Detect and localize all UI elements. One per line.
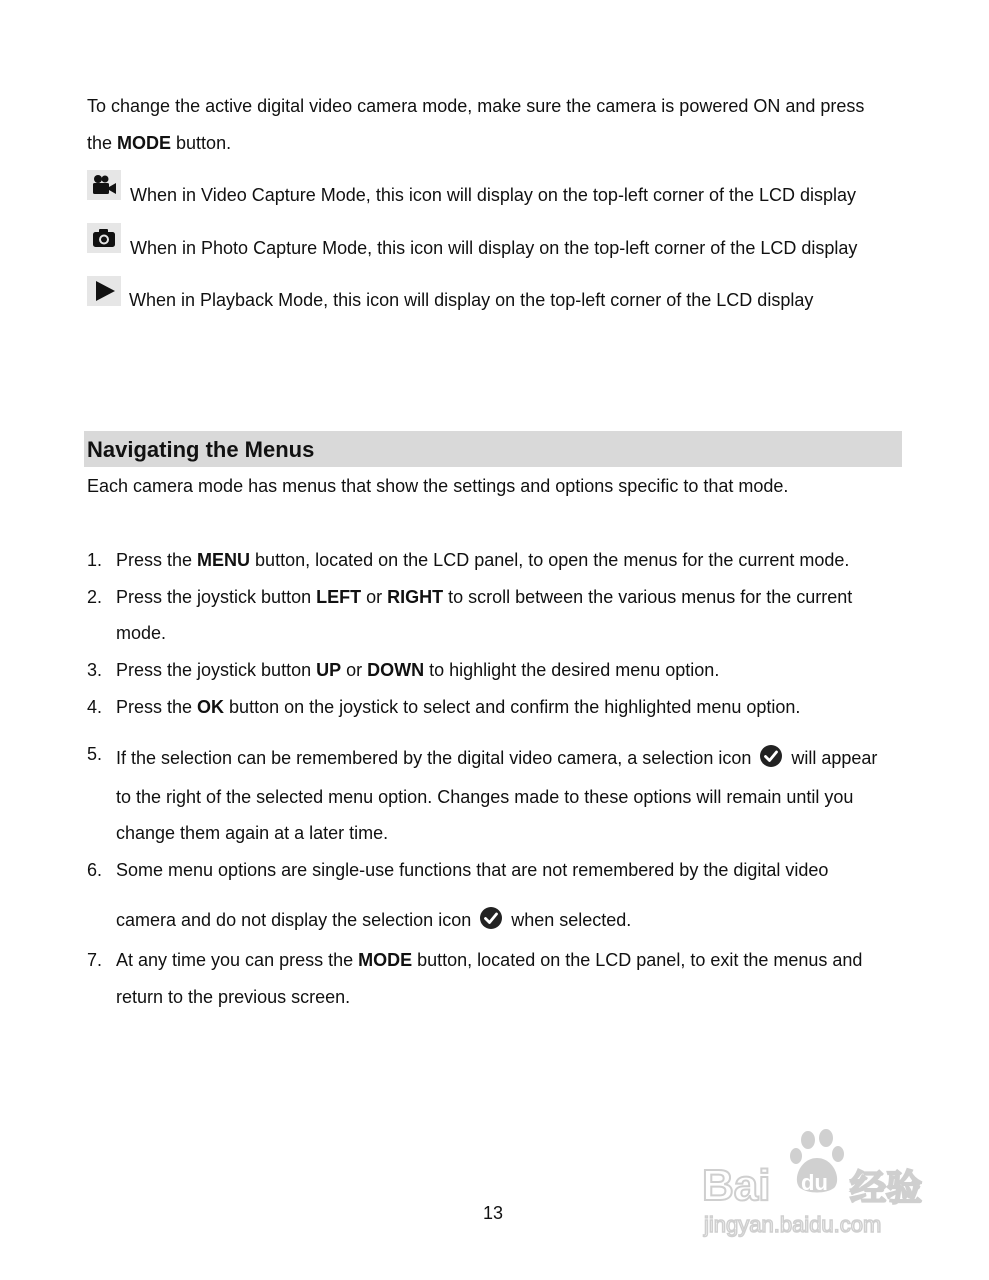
video-camera-icon [87,170,121,200]
step-number: 3. [87,660,103,680]
section-intro: Each camera mode has menus that show the settings and options specific to that mode. [87,476,789,496]
step-text: Press the joystick button [116,587,317,607]
step-number: 6. [87,860,103,880]
photo-camera-icon [87,223,121,253]
step-7-continuation: return to the previous screen. [116,987,351,1007]
page-number: 13 [483,1203,504,1223]
photo-mode-text: When in Photo Capture Mode, this icon will display on the top-left corner of the LCD display [130,238,858,258]
step-text: camera and do not display the selection icon [116,910,472,930]
step-number: 5. [87,744,103,764]
intro-line-2 [87,133,231,154]
step-text: At any time you can press the [116,950,359,970]
down-keyword: DOWN [367,660,425,680]
intro-text: button. [171,133,232,153]
step-4-text [116,697,800,718]
ok-keyword: OK [197,697,225,717]
svg-text:jingyan.baidu.com: jingyan.baidu.com [704,1212,882,1237]
play-icon [87,276,121,306]
step-number: 7. [87,950,103,970]
step-7-text [116,950,862,971]
step-text: Press the [116,697,198,717]
checkmark-icon [479,906,503,935]
step-6-continuation [116,906,631,935]
video-mode-text: When in Video Capture Mode, this icon will display on the top-left corner of the LCD display [130,185,857,205]
step-2-continuation: mode. [116,623,167,643]
step-text: or [341,660,368,680]
step-text: button, located on the LCD panel, to open the menus for the current mode. [250,550,850,570]
step-text: Press the [116,550,198,570]
step-text: button, located on the LCD panel, to exit the menus and [412,950,863,970]
menu-keyword: MENU [197,550,251,570]
step-2-text [116,587,852,608]
left-keyword: LEFT [316,587,362,607]
intro-line-1: To change the active digital video camera mode, make sure the camera is powered ON and press [87,96,865,116]
step-text: button on the joystick to select and confirm the highlighted menu option. [224,697,801,717]
step-number: 2. [87,587,103,607]
playback-mode-text: When in Playback Mode, this icon will display on the top-left corner of the LCD display [129,290,814,310]
step-text: to highlight the desired menu option. [424,660,720,680]
up-keyword: UP [316,660,342,680]
step-text: to scroll between the various menus for the current [443,587,853,607]
checkmark-icon [759,744,783,773]
svg-text:du: du [801,1170,828,1195]
svg-text:Bai: Bai [702,1161,771,1210]
step-text: when selected. [511,910,632,930]
baidu-watermark-logo [700,1128,936,1240]
svg-text:经验: 经验 [850,1167,923,1208]
step-6-text: Some menu options are single-use functions that are not remembered by the digital video [116,860,829,880]
step-number: 4. [87,697,103,717]
intro-text: the [87,133,118,153]
step-number: 1. [87,550,103,570]
mode-keyword: MODE [117,133,172,153]
step-text: Press the joystick button [116,660,317,680]
mode-keyword: MODE [358,950,413,970]
step-5-continuation: to the right of the selected menu option. Changes made to these options will remain until you [116,787,854,807]
right-keyword: RIGHT [387,587,444,607]
step-3-text [116,660,719,681]
step-text: will appear [791,748,878,768]
step-text: If the selection can be remembered by the digital video camera, a selection icon [116,748,752,768]
step-1-text [116,550,849,571]
section-title: Navigating the Menus [87,437,315,462]
step-5-text [116,744,877,773]
section-header [84,431,902,467]
step-text: or [361,587,388,607]
step-5-continuation: change them again at a later time. [116,823,389,843]
